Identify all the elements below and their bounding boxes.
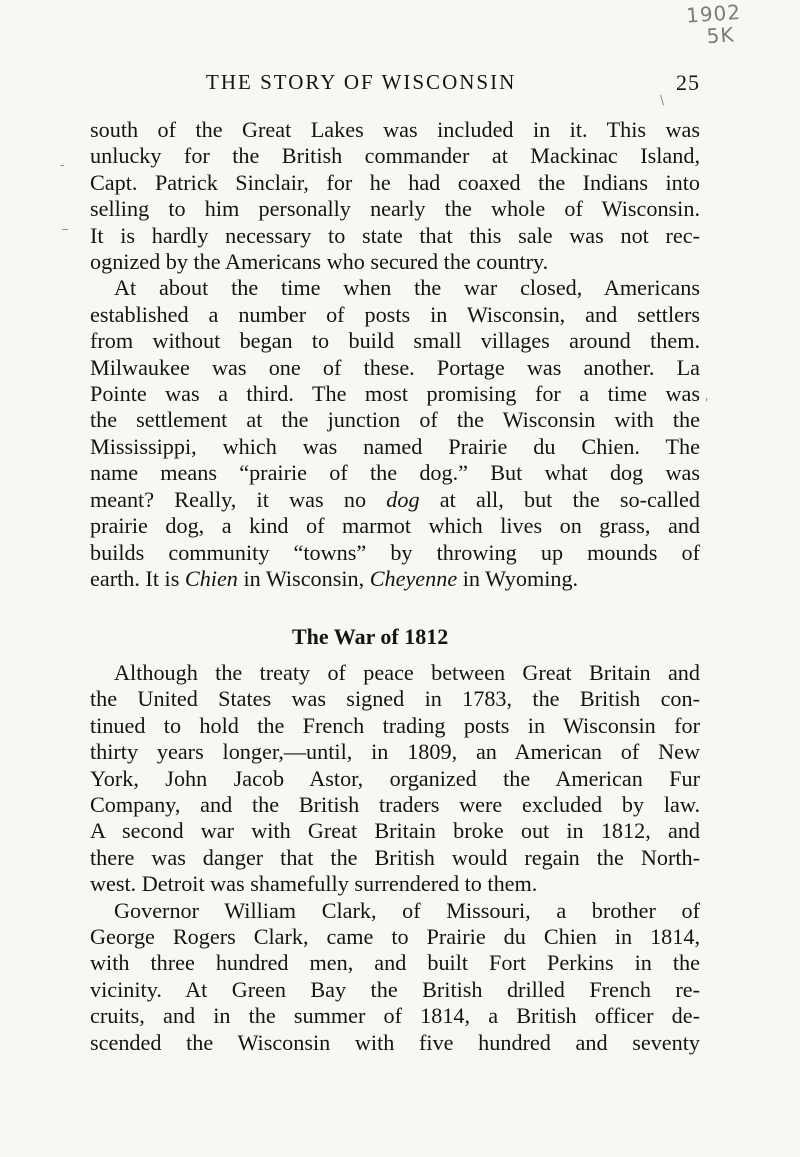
text-fragment: in Wisconsin, bbox=[237, 565, 365, 591]
text-fragment: earth. It is bbox=[90, 565, 180, 591]
text-line: south of the Great Lakes was included in it. This was bbox=[90, 117, 700, 142]
italic-word: dog bbox=[386, 486, 420, 512]
text-line: tinued to hold the French trading posts in Wisconsin for bbox=[90, 712, 700, 738]
section-heading: The War of 1812 bbox=[292, 624, 449, 649]
text-line: It is hardly necessary to state that this sale was not rec- bbox=[90, 222, 700, 248]
text-line: ognized by the Americans who secured the country. bbox=[90, 249, 549, 275]
text-line: Pointe was a third. The most promising for a time was bbox=[90, 381, 700, 407]
section-two-text bbox=[90, 660, 700, 1056]
text-line: George Rogers Clark, came to Prairie du Chien in 1814, bbox=[90, 924, 700, 950]
margin-mark: _ bbox=[62, 216, 68, 230]
pencil-annotation bbox=[648, 1, 743, 57]
running-title: THE STORY OF WISCONSIN bbox=[206, 70, 517, 94]
pencil-annotation-line: 5K bbox=[705, 22, 736, 49]
text-line: builds community “towns” by throwing up mounds of bbox=[90, 539, 700, 565]
running-head bbox=[90, 70, 700, 104]
text-line: vicinity. At Green Bay the British drilled French re- bbox=[90, 976, 700, 1002]
text-line: Company, and the British traders were excluded by law. bbox=[90, 792, 700, 818]
text-line: A second war with Great Britain broke out in 1812, and bbox=[90, 818, 700, 844]
text-line: west. Detroit was shamefully surrendered to them. bbox=[90, 871, 538, 897]
text-line-mixed bbox=[90, 566, 700, 592]
text-line: Capt. Patrick Sinclair, for he had coaxed the Indians into bbox=[90, 169, 700, 195]
text-line: Governor William Clark, of Missouri, a brother of bbox=[114, 897, 700, 923]
text-line: York, John Jacob Astor, organized the American Fur bbox=[90, 765, 700, 791]
italic-word: Cheyenne bbox=[369, 565, 458, 591]
text-line: name means “prairie of the dog.” But what dog was bbox=[90, 460, 700, 486]
page-number: 25 bbox=[676, 70, 700, 95]
text-line: cruits, and in the summer of 1814, a British officer de- bbox=[90, 1003, 700, 1029]
margin-mark: ' bbox=[705, 396, 709, 410]
text-line: At about the time when the war closed, Americans bbox=[114, 275, 700, 301]
text-line: the United States was signed in 1783, the British con- bbox=[90, 686, 700, 712]
pencil-annotation-line: 1902 bbox=[685, 0, 742, 28]
section-one-text bbox=[90, 117, 700, 592]
text-line: selling to him personally nearly the whole of Wisconsin. bbox=[90, 196, 700, 222]
text-line-mixed bbox=[90, 487, 700, 513]
text-line: thirty years longer,—until, in 1809, an American of New bbox=[90, 739, 700, 765]
text-line: unlucky for the British commander at Mackinac Island, bbox=[90, 143, 700, 169]
text-line: prairie dog, a kind of marmot which lives on grass, and bbox=[90, 513, 700, 539]
text-fragment: in Wyoming. bbox=[457, 565, 579, 591]
text-fragment: at all, but the so-called bbox=[419, 486, 701, 512]
text-line: Mississippi, which was named Prairie du Chien. The bbox=[90, 433, 700, 459]
text-line: scended the Wisconsin with five hundred and seventy bbox=[90, 1029, 700, 1055]
text-line: established a number of posts in Wisconsin, and settlers bbox=[90, 301, 700, 327]
text-fragment: meant? Really, it was no bbox=[90, 486, 367, 512]
text-line: with three hundred men, and built Fort Perkins in the bbox=[90, 950, 700, 976]
margin-mark: \ bbox=[660, 93, 665, 107]
text-line: from without began to build small villages around them. bbox=[90, 328, 700, 354]
text-line: the settlement at the junction of the Wisconsin with the bbox=[90, 407, 700, 433]
italic-word: Chien bbox=[184, 565, 238, 591]
margin-mark: - bbox=[60, 158, 65, 172]
text-line: Although the treaty of peace between Great Britain and bbox=[114, 660, 700, 685]
text-line: Milwaukee was one of these. Portage was another. La bbox=[90, 354, 700, 380]
text-line: there was danger that the British would regain the North- bbox=[90, 844, 700, 870]
